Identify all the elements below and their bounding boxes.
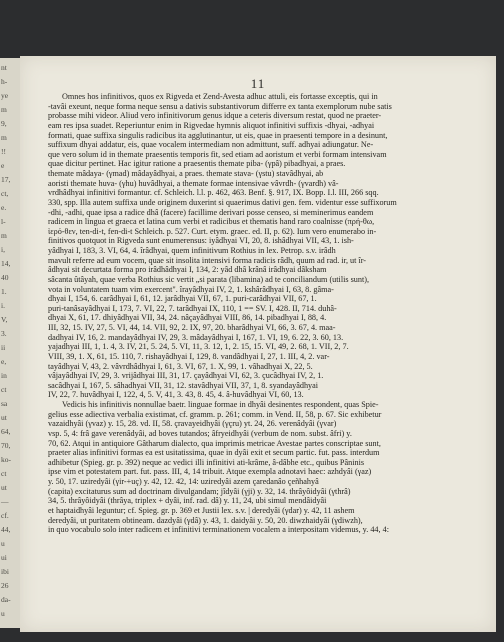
facing-page-fragment: 44, (1, 525, 11, 534)
facing-page-fragment: cf. (1, 511, 9, 520)
facing-page-fragment: 3. (1, 329, 7, 338)
facing-page-fragment: — (1, 497, 9, 506)
text-line: gelius esse adiectiva verbalia existimat, cf. gramm. p. 261; comm. in Vend. II, 58, p. 67. Sic exhibetur (48, 409, 382, 419)
text-line: tayâdhyai V, 43, 2. vâvrdhâdhyai I, 61, 3. VI, 67, 1. X, 99, 1. vâhadhyai X, 22, 5. (48, 361, 313, 371)
facing-page-fragment: u (1, 609, 5, 618)
facing-page-edge (0, 58, 21, 628)
text-line: radicem in lingua et graeca et latina cum verbi et radicibus et thematis hand raro coalnisse (πρή-θω, (48, 217, 375, 227)
text-line: suffixum dhyai addatur, eis, quae vocalem intermediam non admittunt, suff. adhyai adiungatur. Ne- (48, 140, 374, 150)
facing-page-fragment: in (1, 371, 7, 380)
page-number: 11 (250, 76, 266, 91)
facing-page-fragment: 9, (1, 119, 7, 128)
text-line: ἱερό-θεν, ten-di-t, fen-di-t Schleich. p. 527. Curt. etym. graec. ed. II, p. 62). Ium vero enumerabo in- (48, 226, 377, 236)
facing-page-fragment: ct, (1, 189, 9, 198)
facing-page-fragment: 70, (1, 441, 11, 450)
text-line: yajadhyai III, 1, 1. 4, 3. IV, 21, 5. 24, 5. VI, 11, 3. 12, 1, 2. 15, 15. VI, 49, 2. 68, 1. VII, 2, 7. (48, 342, 349, 352)
text-line: IV, 22, 7. huvâdhyai I, 122, 4, 5. V, 41, 3. 43, 8. 45, 4. â-huvâdhyai VI, 60, 13. (48, 390, 304, 400)
facing-page-fragment: e. (1, 203, 7, 212)
facing-page-fragment: 64, (1, 427, 11, 436)
facing-page-fragment: 26 (1, 581, 9, 590)
facing-page-fragment: e (1, 161, 5, 170)
facing-page-fragment: ye (1, 91, 9, 100)
text-line: dhyai I, 154, 6. carâdhyai I, 61, 12. jarâdhyai VII, 67, 1. puri-carâdhyai VII, 67, 1. (48, 294, 317, 304)
facing-page-fragment: 17, (1, 175, 11, 184)
text-line: sâcanta ûtâyah, quae verba Rothius sic vertit „si parata (libamina) ad te conciliandum (utilis sunt), (48, 274, 370, 284)
facing-page-fragment: ii (1, 343, 6, 352)
facing-page-fragment: e, (1, 357, 7, 366)
text-line: âdhyai sit decurtata forma pro irâdhâdhyai I, 134, 2: yâd dhâ krânâ irâdhyai dâksham (48, 265, 327, 275)
text-line: probasse mihi videor. Aliud vero infinitivorum genus idque a ceteris diversum restat, quod ne praeter- (48, 111, 382, 121)
text-line: deredyâi, ut puritatem obtineam. dazdyâi (γdâ) y. 43, 1. daidyâi y. 50, 20. diwzhaidyâi (γdiwzh), (48, 515, 363, 525)
text-line: Omnes hos infinitivos, quos ex Rigveda et Zend-Avesta adhuc attuli, eis fortasse exceptis, qui in (62, 92, 378, 101)
text-line: formati, quae suffixa singulis radicibus ita agglutinantur, ut eis, quae in praesenti tempore in a desinunt, (48, 130, 388, 140)
text-line: adhibetur (Spieg. gr. p. 392) neque ac vedici illi infinitivi ati-krâme, â-dâbhe etc., quibus Pâninis (48, 457, 365, 467)
text-line: in quo vocabulo solo inter radicem et infinitivi terminationem vocalem a interpositam videmus, y. 44, 4: (48, 525, 389, 535)
book-page (20, 56, 496, 632)
facing-page-fragment: V, (1, 315, 8, 324)
text-line: Vedicis his infinitivis nonnullae baetr. linguae formae in dhyâi desinentes respondent, quas Spie- (62, 400, 379, 409)
text-line: vsp. 5, 4: frâ gave verenâdyâi, ad boves tutandos; âfryeidhyâi (verbum de nom. subst. âfri) y. (48, 428, 352, 438)
facing-page-fragment: ct (1, 385, 7, 394)
facing-page-fragment: ibi (1, 567, 9, 576)
text-line: vrdhâdhyai infinitivi formantur. cf. Schleich. l.l. p. 462, 463. Benf. §. 917, IX. Bopp. I.l. III, 266 sqq. (48, 188, 379, 198)
facing-page-fragment: da- (1, 595, 11, 604)
facing-page-fragment: i. (1, 301, 5, 310)
text-line: quae dicitur pertinet. Hac igitur ratione a praesentis themate piba- (γpâ) pibadhyai, a praes. (48, 159, 346, 169)
facing-page-fragment: i, (1, 245, 5, 254)
text-line: yâdhyai I, 183, 3. VI, 64, 4. îrâdhyai, quem infinitivum Rothius in lex. Petrop. s.v. irâdh (48, 246, 336, 255)
text-line: 34, 5. thrâyôidyâi (thrâya, triplex + dyâi, inf. rad. dâ) y. 11, 24, ubi simul mendâidyâi (48, 496, 327, 506)
body-text (48, 92, 472, 535)
text-line: que vero solum id in themate praesentis temporis fit, sed etiam ad aoristum et verbi formam intensivam (48, 149, 387, 159)
text-line: eam res ipsa suadet. Reperiuntur enim in Rigvedae hymnis aliquot infinitivi suffixis -dhyai, -adhyai (48, 120, 375, 130)
text-line: dadhyai IV, 16, 2. mandayâdhyai IV, 29, 3. mâdayâdhyai I, 167, 1. VI, 19, 6. 22, 3. 60, 13. (48, 332, 344, 342)
facing-page-fragment: m (1, 105, 7, 114)
facing-page-fragment: ct (1, 469, 7, 478)
text-line: VIII, 39, 1. X, 61, 15. 110, 7. rishayâdhyai I, 129, 8. vandâdhyai I, 27, 1. III, 4, 2. var- (48, 351, 330, 361)
text-line: mavult referre ad eum vocem, quae sit insolita intensivi forma radicis râdh, quum ad rad. ir, ut îr- (48, 255, 367, 265)
text-line: y. 50, 17. uziredyâi (γir-+uç) y. 42, 12. 42, 14: uziredyâi azem çaredanâo çeñhahyâ (48, 477, 319, 486)
text-line: et haptaidhyâi leguntur; cf. Spieg. gr. p. 369 et Justii lex. s.v. | deredyâi (γdar) y. 42, 11 ashem (48, 505, 355, 515)
text-line: 330, spp. Illa autem suffixa unde originem duxerint si quaerimus dativi gen. fem. videntur esse suffixorum (48, 197, 397, 207)
text-line: aoristi themate huva- (γhu) huvâdhyai, a themate formae intensivae vâvrdh- (γvardh) vâ- (48, 178, 339, 188)
text-line: -tavâi exeunt, neque forma neque sensu a dativis substantivorum differre ex tanta exemplorum nube satis (48, 101, 392, 111)
text-line: dhyai X, 61, 17. dhiyâdhyai VII, 34, 24. nâçayâdhyai VIII, 86, 14. pibadhyai I, 88, 4. (48, 313, 327, 323)
facing-page-fragment: 14, (1, 259, 11, 268)
facing-page-fragment: ui (1, 553, 7, 562)
facing-page-fragment: nt (1, 63, 7, 72)
text-line: finitivos quotquot in Rigveda sunt enumerensus: iyâdhyai VI, 20, 8. ishâdhyai VII, 43, 1. ish- (48, 236, 354, 246)
text-line: sacâdhyai I, 167, 5. sâhadhyai VII, 31, 12. stavâdhyai VII, 37, 1, 8. syandayâdhyai (48, 380, 319, 390)
facing-page-fragment: u (1, 539, 5, 548)
facing-page-fragment: ut (1, 413, 7, 422)
facing-page-fragment: m (1, 231, 7, 240)
facing-page-fragment: ut (1, 483, 7, 492)
text-line: III, 32, 15. IV, 27, 5. VI, 44, 14. VII, 92, 2. IX, 97, 20. bharâdhyai VI, 66, 3. 67, 4. maa- (48, 323, 336, 332)
facing-page-fragment: 1. (1, 287, 7, 296)
text-line: vâjayâdhyai IV, 29, 3. vrijâdhyai III, 31, 17. çayâdhyai VI, 62, 3. çucâdhyai IV, 2, 1. (48, 371, 324, 381)
facing-page-fragment: l- (1, 217, 6, 226)
text-line: praeter alias infinitivi formas ea est usitatissima, quae in dyâi exit et secum partic. fut. pass. interdum (48, 448, 380, 458)
facing-page-fragment: !! (1, 147, 6, 156)
text-line: 70, 62. Atqui in antiquiore Gâtharum dialecto, qua imprimis metricae Avestae partes conscriptae sunt, (48, 438, 381, 448)
text-line: ipse vim et potestatem part. fut. pass. III, 4, 14 tribuit. Atque exempla adnotavi haec: azhdyâi (γaz) (48, 467, 372, 477)
facing-page-fragment: sa (1, 399, 8, 408)
facing-page-fragment: h- (1, 77, 8, 86)
text-line: (capita) excitaturus sum ad doctrinam divulgandam; jîdyâi (γji) y. 32, 14. thrâyôidyâi (γthrâ) (48, 486, 351, 496)
text-line: vota in voluntatem tuam vim exercent". îrayâdhyai IV, 2, 1. kshârâdhyai I, 63, 8. gâma- (48, 284, 334, 294)
facing-page-fragment: 40 (1, 273, 9, 282)
facing-page-fragment: ko- (1, 455, 11, 464)
text-line: puri-tanâsayâdhyai I, 173, 7. VI, 22, 7. tarâdhyai IX, 110, 1 == SV. I, 428. II, 714. duhâ- (48, 303, 337, 313)
text-line: themate mâdaya- (γmad) mâdayâdhyai, a praes. themate stava- (γstu) stavâdhyai, ab (48, 169, 324, 178)
text-line: -dhi, -adhi, quae ipsa a radice dhâ (facere) facillime derivari posse censeo, si meminerimus eandem (48, 207, 374, 217)
facing-page-fragment: m (1, 133, 7, 142)
text-line: vazaidhyâi (γvaz) y. 15, 28. vd. II, 58. çravayeidhyâi (γçru) yt. 24, 26. verenâdyâi (γvar) (48, 419, 337, 429)
